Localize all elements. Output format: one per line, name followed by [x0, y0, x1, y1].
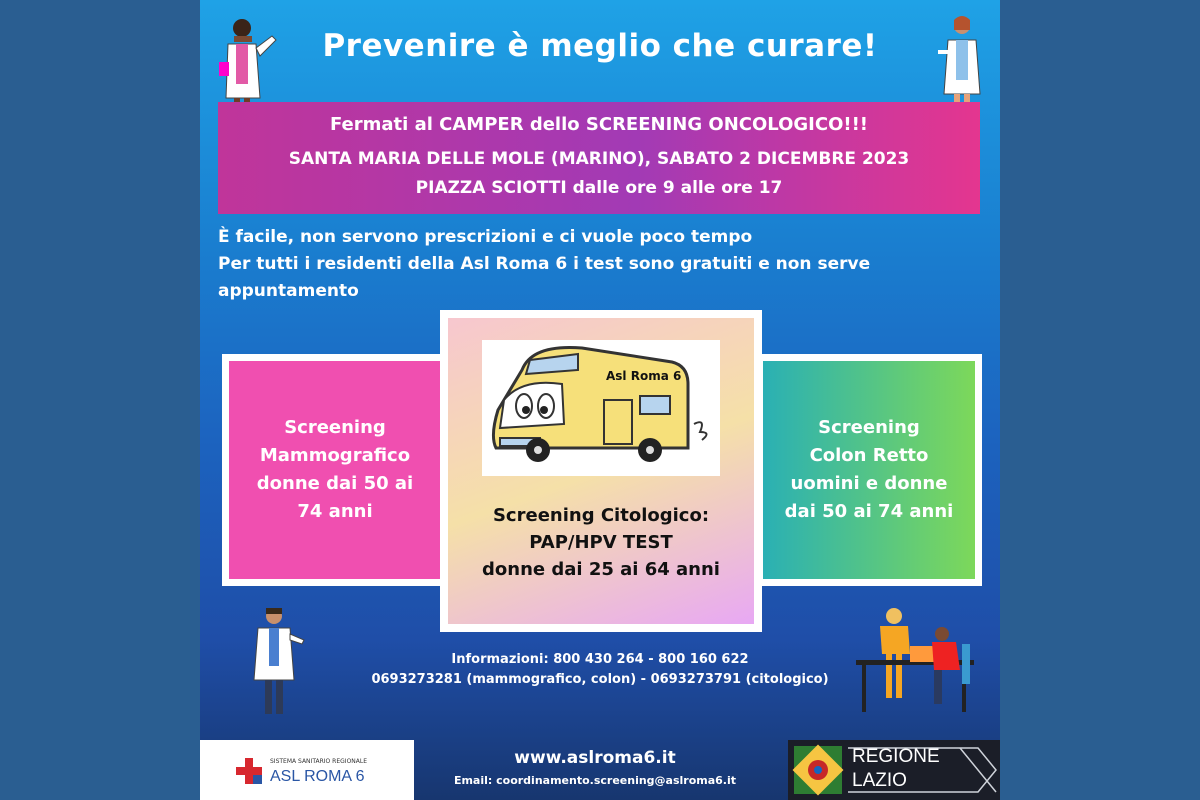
- headline: Prevenire è meglio che curare!: [322, 28, 878, 64]
- email-link[interactable]: Email: coordinamento.screening@aslroma6.it: [453, 774, 737, 787]
- card-line: Screening Citologico:: [492, 505, 710, 526]
- logo-subtitle: SISTEMA SANITARIO REGIONALE: [270, 758, 368, 765]
- poster: [200, 0, 1000, 800]
- regione-text: LAZIO: [852, 770, 907, 791]
- regione-lazio-logo: [788, 740, 1000, 800]
- card-mammografico: [222, 354, 448, 586]
- card-line: dai 50 ai 74 anni: [784, 501, 954, 522]
- footer-contacts: [415, 748, 775, 787]
- card-line: 74 anni: [297, 501, 373, 522]
- camper-label: Asl Roma 6: [606, 369, 682, 383]
- card-line: Screening: [818, 417, 920, 438]
- contact-line: 0693273281 (mammografico, colon) - 0693273791 (citologico): [371, 672, 829, 687]
- doctor-man-icon: [246, 606, 308, 718]
- card-line: uomini e donne: [790, 473, 948, 494]
- card-colon-retto: [756, 354, 982, 586]
- logo-name: ASL ROMA 6: [270, 768, 365, 785]
- regione-text: REGIONE: [852, 746, 940, 767]
- camper-icon: [482, 340, 720, 476]
- card-line: donne dai 25 ai 64 anni: [482, 559, 720, 580]
- contact-line: Informazioni: 800 430 264 - 800 160 622: [451, 652, 749, 667]
- camper-illustration: [482, 340, 720, 476]
- info-line: Per tutti i residenti della Asl Roma 6 i test sono gratuiti e non serve appuntamento: [218, 254, 871, 301]
- website-link[interactable]: www.aslroma6.it: [514, 748, 676, 768]
- card-line: Mammografico: [259, 445, 411, 466]
- card-line: Screening: [284, 417, 386, 438]
- card-line: PAP/HPV TEST: [529, 532, 673, 553]
- info-line: È facile, non servono prescrizioni e ci vuole poco tempo: [218, 227, 753, 247]
- card-citologico: [440, 310, 762, 632]
- banner-line: SANTA MARIA DELLE MOLE (MARINO), SABATO 2 DICEMBRE 2023: [288, 149, 910, 169]
- banner-line: Fermati al CAMPER dello SCREENING ONCOLOGICO!!!: [329, 114, 869, 135]
- regione-emblem-icon: [792, 744, 844, 796]
- card-line: Colon Retto: [809, 445, 929, 466]
- banner-line: PIAZZA SCIOTTI dalle ore 9 alle ore 17: [415, 178, 783, 198]
- info-text: [218, 224, 978, 305]
- asl-logo: [200, 740, 414, 800]
- red-cross-icon: [236, 758, 262, 784]
- card-line: donne dai 50 ai: [256, 473, 414, 494]
- contact-info: [300, 650, 900, 690]
- event-banner: [218, 102, 980, 214]
